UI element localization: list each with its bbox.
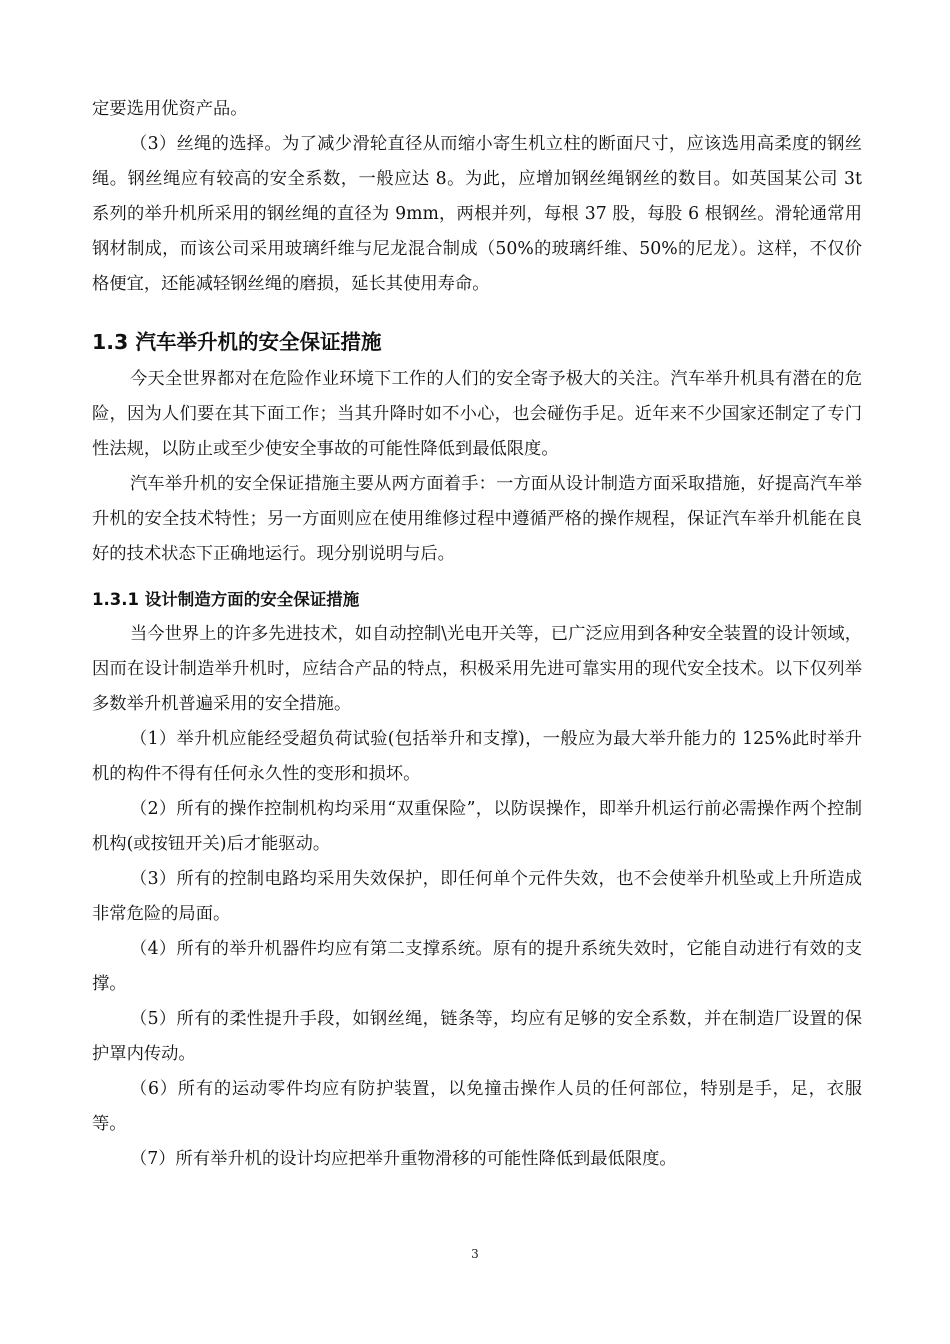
section-heading-1-3-1: 1.3.1 设计制造方面的安全保证措施 [92,590,360,609]
paragraph-safety-approach: 汽车举升机的安全保证措施主要从两方面着手：一方面从设计制造方面采取措施，好提高汽车举升机的安全技术特性；另一方面则应在使用维修过程中遵循严格的操作规程，保证汽车举升机能在良好的技术状态下正确地运行。现分别说明与后。 [92,474,862,564]
list-item: （4）所有的举升机器件均应有第二支撑系统。原有的提升系统失效时，它能自动进行有效的支撑。 [92,939,862,994]
page-body [92,92,862,1177]
paragraph-continuation: 定要选用优资产品。 [92,99,248,119]
section-heading-1-3: 1.3 汽车举升机的安全保证措施 [92,330,382,354]
paragraph-wire-rope: （3）丝绳的选择。为了减少滑轮直径从而缩小寄生机立柱的断面尺寸，应该选用高柔度的钢丝绳。钢丝绳应有较高的安全系数，一般应达 8。为此，应增加钢丝绳钢丝的数目。如英国某公司 3t 系列的举升机所采用的钢丝绳的直径为 9mm，两根并列，每根 37 股，每股 6 根钢丝。滑轮通常用钢材制成，而该公司采用玻璃纤维与尼龙混合制成（50%的玻璃纤维、50%的尼龙）。这样，不仅价格便宜，还能减轻钢丝绳的磨损，延长其使用寿命。 [92,134,862,294]
list-item: （2）所有的操作控制机构均采用“双重保险”，以防误操作，即举升机运行前必需操作两个控制机构(或按钮开关)后才能驱动。 [92,799,862,854]
list-item: （7）所有举升机的设计均应把举升重物滑移的可能性降低到最低限度。 [130,1149,677,1169]
paragraph-safety-intro: 今天全世界都对在危险作业环境下工作的人们的安全寄予极大的关注。汽车举升机具有潜在的危险，因为人们要在其下面工作；当其升降时如不小心，也会碰伤手足。近年来不少国家还制定了专门性法规，以防止或至少使安全事故的可能性降低到最低限度。 [92,369,862,459]
list-item: （6）所有的运动零件均应有防护装置，以免撞击操作人员的任何部位，特别是手，足，衣服等。 [92,1079,862,1134]
list-item: （3）所有的控制电路均采用失效保护，即任何单个元件失效，也不会使举升机坠或上升所造成非常危险的局面。 [92,869,862,924]
paragraph-design-intro: 当今世界上的许多先进技术，如自动控制\光电开关等，已广泛应用到各种安全装置的设计领域，因而在设计制造举升机时，应结合产品的特点，积极采用先进可靠实用的现代安全技术。以下仅列举多数举升机普遍采用的安全措施。 [92,624,862,714]
page-number: 3 [471,1247,479,1261]
list-item: （5）所有的柔性提升手段，如钢丝绳，链条等，均应有足够的安全系数，并在制造厂设置的保护罩内传动。 [92,1009,862,1064]
list-item: （1）举升机应能经受超负荷试验(包括举升和支撑)，一般应为最大举升能力的 125%此时举升机的构件不得有任何永久性的变形和损坏。 [92,729,862,784]
